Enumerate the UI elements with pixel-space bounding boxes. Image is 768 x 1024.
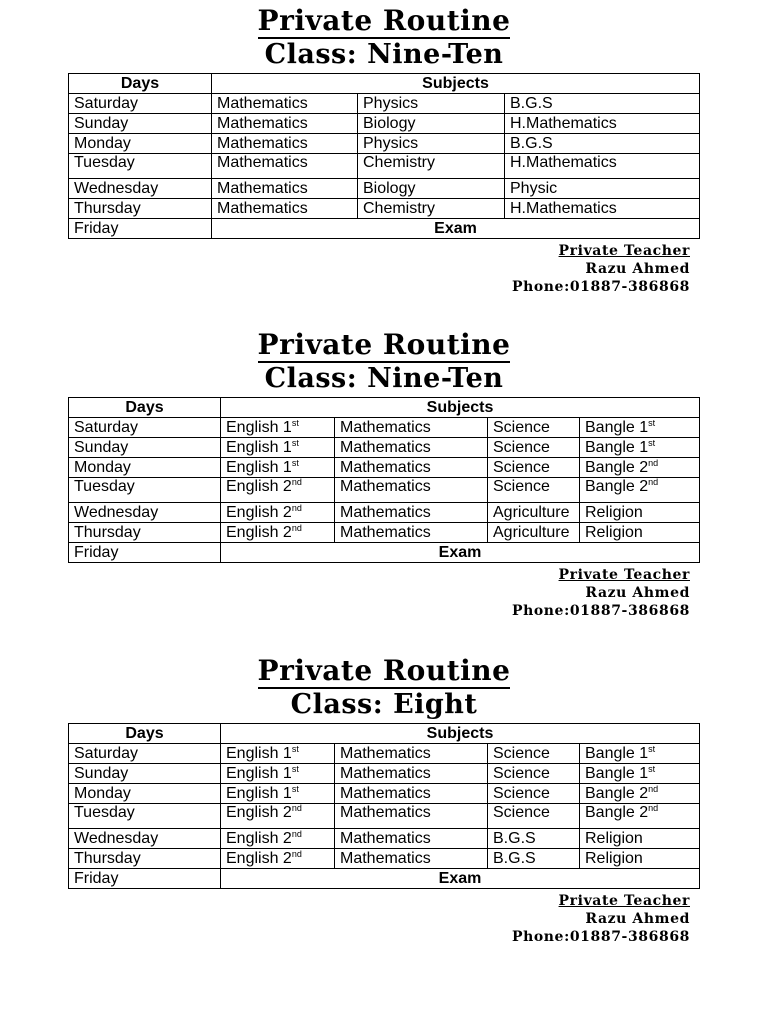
ordinal-suffix: st	[291, 783, 299, 794]
subject-text: Bangle 1	[585, 764, 649, 782]
subject-text: Bangle 2	[585, 784, 649, 802]
subject-cell: Mathematics	[335, 438, 488, 458]
subject-text: Bangle 1	[585, 744, 649, 762]
subject-cell	[580, 784, 700, 804]
teacher-info	[512, 242, 690, 296]
subject-cell: H.Mathematics	[505, 199, 700, 219]
subject-text: English 2	[226, 523, 292, 541]
exam-cell: Exam	[221, 869, 700, 889]
table-row	[69, 829, 700, 849]
subject-cell: Agriculture	[488, 503, 580, 523]
subject-cell: Agriculture	[488, 523, 580, 543]
subject-cell	[221, 503, 335, 523]
subject-cell: B.G.S	[488, 849, 580, 869]
table-row-friday	[69, 869, 700, 889]
day-cell: Tuesday	[69, 478, 221, 503]
day-cell: Wednesday	[69, 503, 221, 523]
subject-cell: Science	[488, 458, 580, 478]
ordinal-suffix: nd	[648, 803, 659, 813]
table-row	[69, 114, 700, 134]
days-header: Days	[69, 398, 221, 418]
subject-text: English 1	[226, 744, 292, 762]
table-row	[69, 764, 700, 784]
subject-cell: Science	[488, 804, 580, 829]
teacher-name: Razu Ahmed	[585, 585, 690, 601]
ordinal-suffix: nd	[291, 828, 302, 839]
subject-cell: B.G.S	[488, 829, 580, 849]
days-header: Days	[69, 74, 212, 94]
day-cell: Sunday	[69, 114, 212, 134]
day-cell: Saturday	[69, 418, 221, 438]
subject-text: English 2	[226, 804, 292, 821]
ordinal-suffix: nd	[291, 522, 302, 533]
subject-cell: Science	[488, 784, 580, 804]
subjects-header: Subjects	[221, 724, 700, 744]
teacher-role: Private Teacher	[558, 893, 690, 909]
subject-text: English 2	[226, 829, 292, 847]
subject-cell	[221, 804, 335, 829]
subject-text: Bangle 2	[585, 478, 649, 495]
day-cell: Monday	[69, 784, 221, 804]
teacher-name: Razu Ahmed	[585, 261, 690, 277]
table-row	[69, 744, 700, 764]
subject-cell: B.G.S	[505, 134, 700, 154]
table-row	[69, 523, 700, 543]
subject-cell: Mathematics	[335, 804, 488, 829]
subject-cell	[221, 418, 335, 438]
day-cell: Monday	[69, 458, 221, 478]
ordinal-suffix: st	[648, 763, 656, 774]
day-cell: Friday	[69, 869, 221, 889]
table-row	[69, 134, 700, 154]
ordinal-suffix: st	[291, 417, 299, 428]
table-row	[69, 418, 700, 438]
table-row	[69, 179, 700, 199]
subject-text: English 1	[226, 784, 292, 802]
subject-cell: Physics	[358, 94, 505, 114]
subject-cell	[221, 458, 335, 478]
subject-cell: Chemistry	[358, 199, 505, 219]
subject-cell: Mathematics	[335, 849, 488, 869]
table-row	[69, 438, 700, 458]
day-cell: Monday	[69, 134, 212, 154]
subject-cell	[580, 418, 700, 438]
subject-text: Bangle 2	[585, 804, 649, 821]
subject-text: Bangle 1	[585, 438, 649, 456]
day-cell: Saturday	[69, 744, 221, 764]
subject-cell: Mathematics	[335, 503, 488, 523]
routine-title-text: Private Routine	[257, 654, 511, 687]
routine-title-text: Private Routine	[257, 328, 511, 361]
subject-cell: Mathematics	[212, 154, 358, 179]
subject-cell: Religion	[580, 849, 700, 869]
subject-cell: Science	[488, 744, 580, 764]
subject-cell: Science	[488, 418, 580, 438]
exam-cell: Exam	[212, 219, 700, 239]
routine-table	[68, 73, 700, 239]
teacher-role: Private Teacher	[558, 567, 690, 583]
teacher-name: Razu Ahmed	[585, 911, 690, 927]
class-title: Class: Nine-Ten	[264, 39, 504, 70]
routine-table	[68, 723, 700, 889]
table-row	[69, 503, 700, 523]
day-cell: Thursday	[69, 523, 221, 543]
subject-cell: Chemistry	[358, 154, 505, 179]
subject-cell: Mathematics	[335, 418, 488, 438]
ordinal-suffix: nd	[648, 783, 659, 794]
table-row	[69, 784, 700, 804]
subject-cell: Mathematics	[335, 784, 488, 804]
table-row-friday	[69, 543, 700, 563]
subject-cell: Mathematics	[335, 523, 488, 543]
ordinal-suffix: nd	[291, 848, 302, 859]
subject-text: Bangle 1	[585, 418, 649, 436]
subject-cell	[221, 523, 335, 543]
subject-cell: Mathematics	[212, 134, 358, 154]
subject-cell: Religion	[580, 523, 700, 543]
ordinal-suffix: nd	[648, 477, 659, 487]
day-cell: Tuesday	[69, 804, 221, 829]
subject-cell	[580, 478, 700, 503]
subject-cell: Mathematics	[335, 744, 488, 764]
table-row-friday	[69, 219, 700, 239]
table-row	[69, 478, 700, 503]
table-row	[69, 154, 700, 179]
day-cell: Wednesday	[69, 179, 212, 199]
table-row	[69, 94, 700, 114]
subject-cell	[221, 829, 335, 849]
day-cell: Thursday	[69, 199, 212, 219]
subject-cell: Science	[488, 764, 580, 784]
subject-cell: Mathematics	[335, 458, 488, 478]
teacher-role: Private Teacher	[558, 243, 690, 259]
subject-text: English 2	[226, 478, 292, 495]
subject-cell	[580, 764, 700, 784]
routine-title	[0, 656, 768, 686]
subject-cell: Mathematics	[212, 94, 358, 114]
routine-table	[68, 397, 700, 563]
table-row	[69, 199, 700, 219]
teacher-phone: Phone:01887-386868	[511, 603, 690, 619]
subject-cell	[221, 744, 335, 764]
ordinal-suffix: st	[291, 437, 299, 448]
ordinal-suffix: nd	[648, 457, 659, 468]
table-header-row	[69, 398, 700, 418]
subject-cell: B.G.S	[505, 94, 700, 114]
routine-section-2	[0, 324, 768, 644]
routine-section-1	[0, 0, 768, 320]
subject-cell: Biology	[358, 114, 505, 134]
subject-cell: Mathematics	[335, 829, 488, 849]
subject-cell: Mathematics	[335, 764, 488, 784]
subject-cell: Science	[488, 478, 580, 503]
subject-cell: Mathematics	[335, 478, 488, 503]
ordinal-suffix: st	[291, 457, 299, 468]
ordinal-suffix: nd	[291, 502, 302, 513]
routine-title	[0, 330, 768, 360]
subject-cell	[221, 478, 335, 503]
routine-section-3	[0, 650, 768, 970]
subject-text: English 2	[226, 849, 292, 867]
subject-cell	[221, 438, 335, 458]
routine-title-text: Private Routine	[257, 4, 511, 37]
teacher-phone: Phone:01887-386868	[511, 279, 690, 295]
day-cell: Tuesday	[69, 154, 212, 179]
subject-cell	[580, 438, 700, 458]
day-cell: Sunday	[69, 764, 221, 784]
table-header-row	[69, 74, 700, 94]
subject-cell: Physic	[505, 179, 700, 199]
subject-cell	[221, 849, 335, 869]
subject-cell: H.Mathematics	[505, 114, 700, 134]
subject-cell	[221, 764, 335, 784]
subject-cell: Science	[488, 438, 580, 458]
subject-cell: Mathematics	[212, 199, 358, 219]
subject-cell: H.Mathematics	[505, 154, 700, 179]
subject-cell: Religion	[580, 829, 700, 849]
subject-cell	[580, 458, 700, 478]
subject-text: English 1	[226, 458, 292, 476]
day-cell: Sunday	[69, 438, 221, 458]
class-title: Class: Eight	[290, 689, 478, 720]
subjects-header: Subjects	[221, 398, 700, 418]
day-cell: Thursday	[69, 849, 221, 869]
ordinal-suffix: st	[291, 763, 299, 774]
subject-text: English 2	[226, 503, 292, 521]
subject-cell	[580, 804, 700, 829]
ordinal-suffix: st	[291, 743, 299, 754]
teacher-phone: Phone:01887-386868	[511, 929, 690, 945]
day-cell: Friday	[69, 219, 212, 239]
day-cell: Wednesday	[69, 829, 221, 849]
subject-cell	[580, 744, 700, 764]
table-row	[69, 804, 700, 829]
ordinal-suffix: st	[648, 417, 656, 428]
class-title: Class: Nine-Ten	[264, 363, 504, 394]
ordinal-suffix: st	[648, 743, 656, 754]
day-cell: Saturday	[69, 94, 212, 114]
subject-text: Bangle 2	[585, 458, 649, 476]
subject-text: English 1	[226, 418, 292, 436]
subject-cell	[221, 784, 335, 804]
table-row	[69, 458, 700, 478]
subject-text: English 1	[226, 764, 292, 782]
exam-cell: Exam	[221, 543, 700, 563]
ordinal-suffix: nd	[291, 477, 302, 487]
ordinal-suffix: nd	[291, 803, 302, 813]
table-row	[69, 849, 700, 869]
teacher-info	[512, 892, 690, 946]
subject-cell: Mathematics	[212, 179, 358, 199]
teacher-info	[512, 566, 690, 620]
ordinal-suffix: st	[648, 437, 656, 448]
subject-cell: Mathematics	[212, 114, 358, 134]
subject-cell: Biology	[358, 179, 505, 199]
days-header: Days	[69, 724, 221, 744]
table-header-row	[69, 724, 700, 744]
subjects-header: Subjects	[212, 74, 700, 94]
subject-cell: Physics	[358, 134, 505, 154]
routine-title	[0, 6, 768, 36]
subject-text: English 1	[226, 438, 292, 456]
day-cell: Friday	[69, 543, 221, 563]
subject-cell: Religion	[580, 503, 700, 523]
